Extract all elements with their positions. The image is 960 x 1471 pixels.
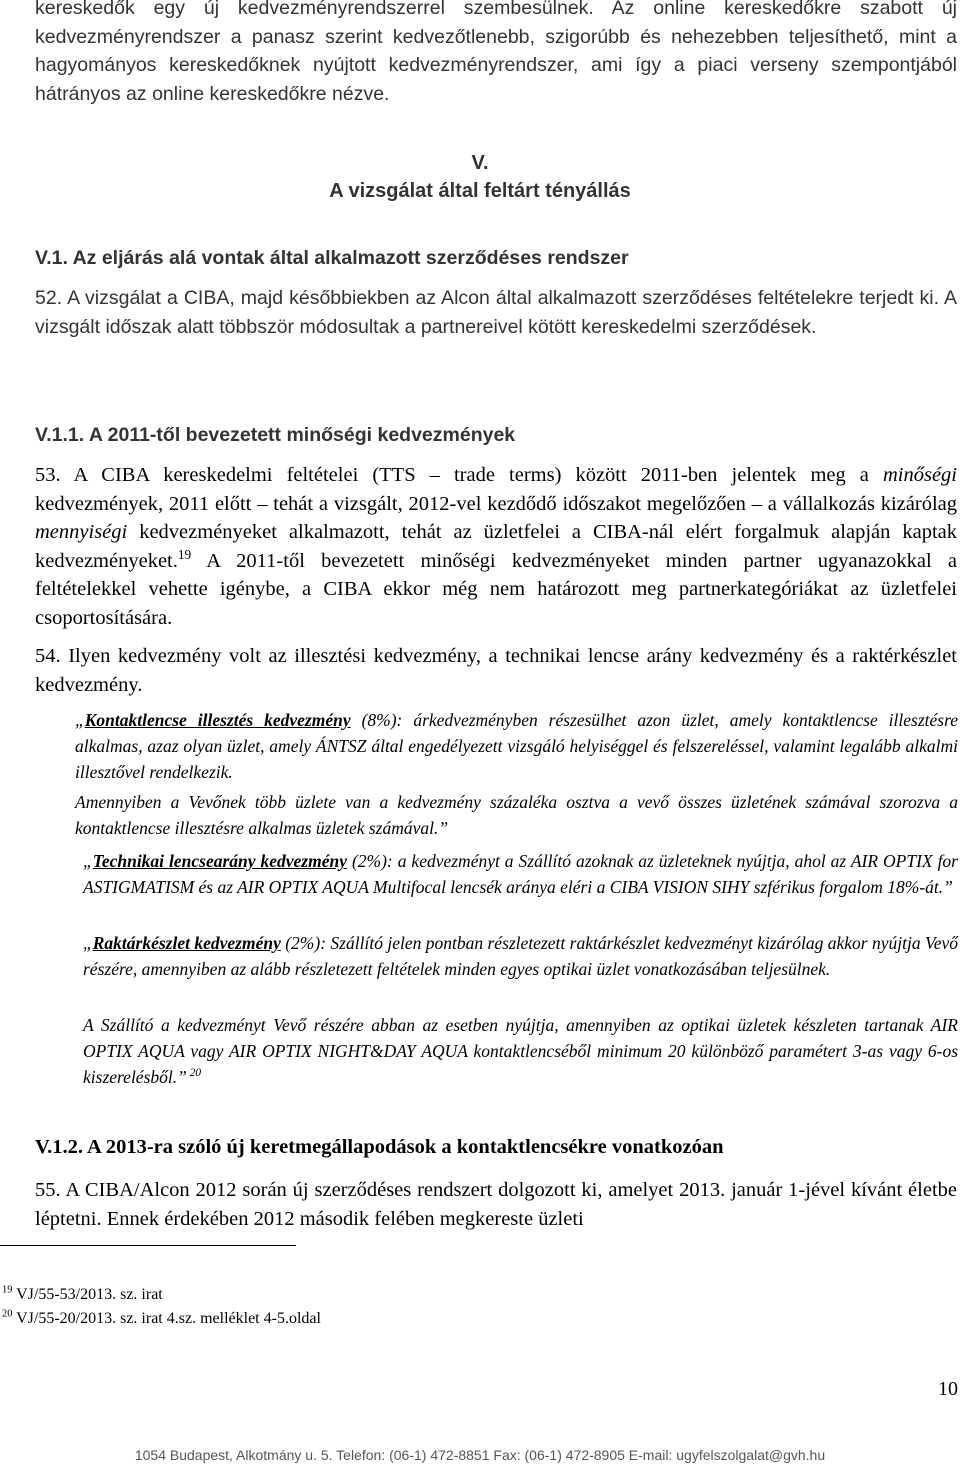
top-paragraph: kereskedők egy új kedvezményrendszerrel szembesülnek. Az online kereskedőkre szabott új kedvezményrendszer a panasz szerint kedvezőtlenebb, szigorúbb és nehezebben teljesíthető, mint a hagyományos kereskedőknek nyújtott kedvezményrendszer, ami így a piaci verseny szempontjából hátrányos az online kereskedőkre nézve. [35,0,957,105]
quote-body-kontaktlencse: (8%): árkedvezményben részesülhet azon üzlet, amely kontaktlencse illesztésre alkalmas, azaz olyan üzlet, amely ÁNTSZ által engedélyezett vizsgáló helyiséggel és felszereléssel, valamint legalább alkalmi illesztővel rendelkezik. [75,710,958,782]
p53-italic-mennyisegi: mennyiségi [35,521,128,543]
quote-lead-raktarkeszlet: Raktárkészlet kedvezmény [92,933,281,953]
section-v11-heading: V.1.1. A 2011-től bevezetett minőségi kedvezmények [35,424,516,446]
p53-italic-minosegi: minőségi [882,464,957,486]
paragraph-55: 55. A CIBA/Alcon 2012 során új szerződéses rendszert dolgozott ki, amelyet 2013. január 1-jével kívánt életbe léptetni. Ennek érdekében 2012 második felében megkereste üzleti [35,1179,957,1230]
quote-open-4: „ [83,933,93,953]
footnote-19 [2,1285,163,1305]
quote-body-szallito: A Szállító a kedvezményt Vevő részére abban az esetben nyújtja, amennyiben az optikai üzletek készleten tartanak AIR OPTIX AQUA vagy AIR OPTIX NIGHT&DAY AQUA kontaktlencséből minimum 20 különböző paramétert 3-as vagy 6-os kiszerelésből.” [83,1015,958,1087]
page-number: 10 [938,1378,958,1400]
p53-part-e: kedvezményeket alkalmazott, tehát az üzletfelei a CIBA-nál elért forgalmuk alapján kaptak kedvezményeket. [35,521,957,572]
section-v1-heading: V.1. Az eljárás alá vontak által alkalmazott szerződéses rendszer [35,247,629,269]
quote-body-raktarkeszlet: (2%): Szállító jelen pontban részletezett raktárkészlet kedvezményt kizárólag akkor nyújtja Vevő részére, amennyiben az alább részletezett feltételek minden egyes optikai üzlet vonatkozásában teljesülnek. [83,933,958,979]
footnote-20-text: VJ/55-20/2013. sz. irat 4.sz. melléklet 4-5.oldal [12,1310,321,1327]
quote-body-technikai: (2%): a kedvezményt a Szállító azoknak az üzleteknek nyújtja, ahol az AIR OPTIX for ASTIGMATISM és az AIR OPTIX AQUA Multifocal lencsék aránya eléri a CIBA VISION SIHY szférikus forgalom 18%-át.” [83,851,958,897]
footnote-19-text: VJ/55-53/2013. sz. irat [12,1286,163,1303]
paragraph-53 [35,461,957,632]
quote-kontaktlencse [75,707,958,785]
footnote-ref-20[interactable]: 20 [186,1067,202,1080]
quote-technikai [83,848,958,900]
footnote-divider [0,1245,296,1246]
quote-szallito [83,1012,958,1090]
quote-open-1: „ [75,710,85,730]
quote-amennyiben: Amennyiben a Vevőnek több üzlete van a kedvezmény százaléka osztva a vevő összes üzletének számával szorozva a kontaktlencse illesztésre alkalmas üzletek számával.” [75,792,958,838]
footnote-20 [2,1309,321,1329]
quote-lead-technikai: Technikai lencsearány kedvezmény [92,851,347,871]
p53-part-a: 53. A CIBA kereskedelmi feltételei (TTS – trade terms) között 2011-ben jelentek meg a [35,464,883,486]
p53-part-f: A 2011-től bevezetett minőségi kedvezményeket minden partner ugyanazokkal a feltételekkel vehette igénybe, a CIBA ekkor még nem határozott meg partnerkategóriákat az üzletfelei csoportosítására. [35,549,957,629]
paragraph-54: 54. Ilyen kedvezmény volt az illesztési kedvezmény, a technikai lencse arány kedvezmény és a raktérkészlet kedvezmény. [35,645,957,696]
p53-part-c: kedvezmények, 2011 előtt – tehát a vizsgált, 2012-vel kezdődő időszakot megelőzően – a vállalkozás kizárólag [35,492,957,515]
paragraph-52: 52. A vizsgálat a CIBA, majd későbbiekben az Alcon által alkalmazott szerződéses feltételekre terjedt ki. A vizsgált időszak alatt többször módosultak a partnereivel kötött kereskedelmi szerződések. [35,287,957,338]
footnote-19-number: 19 [2,1284,13,1296]
quote-raktarkeszlet [83,930,958,982]
quote-lead-kontaktlencse: Kontaktlencse illesztés kedvezmény [84,710,351,730]
footnote-ref-19[interactable]: 19 [177,546,192,562]
footnote-20-number: 20 [2,1308,13,1320]
quote-open-3: „ [83,851,93,871]
chapter-title: A vizsgálat által feltárt tényállás [329,180,631,202]
page-footer-contact: 1054 Budapest, Alkotmány u. 5. Telefon: (06-1) 472-8851 Fax: (06-1) 472-8905 E-mail: ugyfelszolgalat@gvh.hu [134,1447,826,1463]
section-v12-heading: V.1.2. A 2013-ra szóló új keretmegállapodások a kontaktlencsékre vonatkozóan [35,1136,724,1158]
chapter-number: V. [471,152,489,174]
